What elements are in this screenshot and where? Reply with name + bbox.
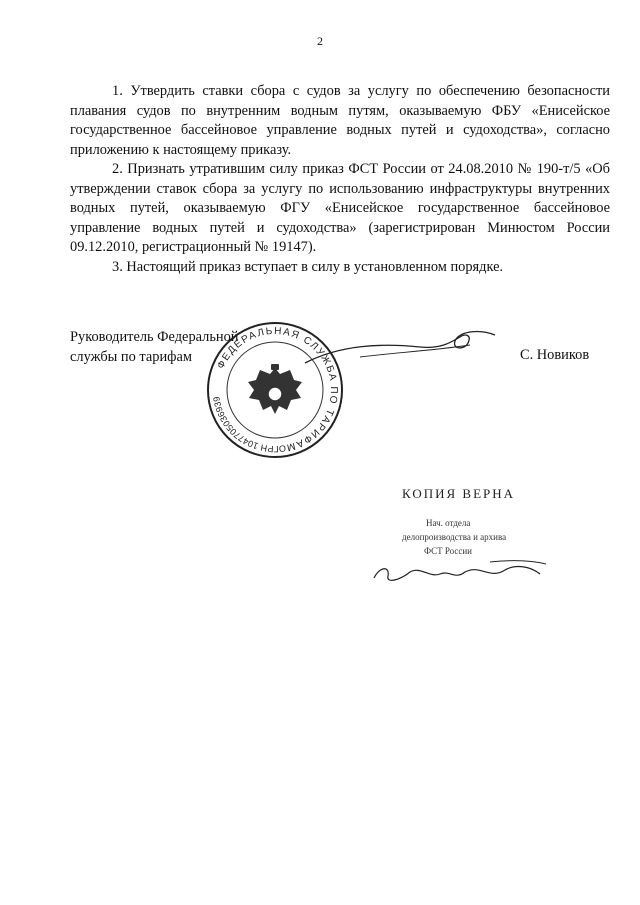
stamp-copy-verified: КОПИЯ ВЕРНА bbox=[402, 486, 516, 501]
signatory-name: С. Новиков bbox=[520, 347, 590, 363]
copy-certified-stamp bbox=[380, 478, 545, 590]
stamp-organization: ФСТ России bbox=[424, 546, 472, 556]
coat-of-arms-icon bbox=[248, 364, 302, 414]
paragraph-3: 3. Настоящий приказ вступает в силу в установленном порядке. bbox=[112, 258, 504, 275]
order-text bbox=[70, 82, 610, 277]
paragraph-1: 1. Утвердить ставки сбора с судов за услугу по обеспечению безопасности плавания судов по внутренним водным путям, оказываемую ФБУ «Енисейское государственное бассейновое управление водных путей и судоходства», согласно приложению к настоящему приказу. bbox=[70, 83, 610, 158]
stamp-department: делопроизводства и архива bbox=[402, 532, 507, 542]
seal-ogrn-text: ОГРН 1047705036939 bbox=[211, 395, 287, 455]
page-number: 2 bbox=[317, 34, 323, 48]
stamp-position: Нач. отдела bbox=[426, 518, 471, 528]
seal-outer-text: ФЕДЕРАЛЬНАЯ СЛУЖБА ПО ТАРИФАМ bbox=[215, 325, 340, 454]
stamp-handwritten-signature bbox=[370, 558, 550, 588]
signatory-title-line1: Руководитель Федеральной bbox=[70, 329, 239, 345]
handwritten-signature bbox=[300, 325, 500, 375]
paragraph-2: 2. Признать утратившим силу приказ ФСТ России от 24.08.2010 № 190-т/5 «Об утверждении ставок сбора за услугу по использованию инфраструктуры внутренних водных путей, оказываемую ФГУ «Енисейское государственное бассейновое управление водных путей и судоходства» (зарегистрирован Минюстом России 09.12.2010, регистрационный № 19147). bbox=[70, 161, 610, 255]
signatory-title-line2: службы по тарифам bbox=[70, 348, 192, 365]
